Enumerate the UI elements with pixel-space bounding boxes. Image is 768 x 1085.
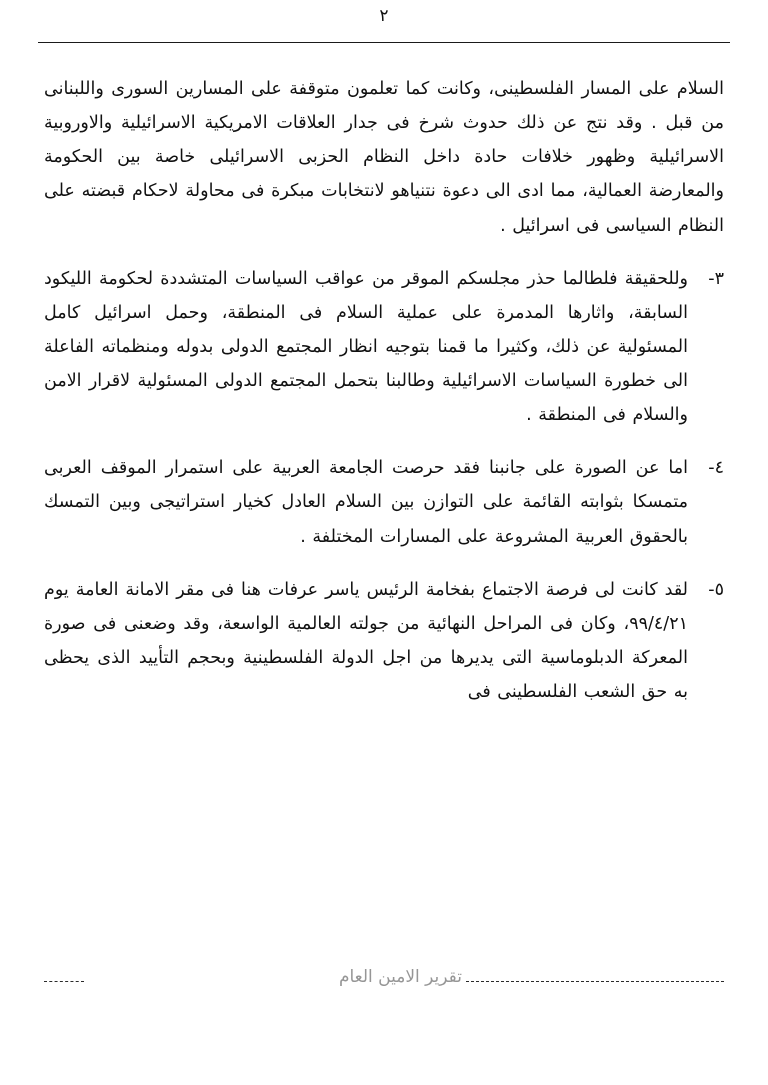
paragraph-text: لقد كانت لى فرصة الاجتماع بفخامة الرئيس ياسر عرفات هنا فى مقر الامانة العامة يوم ٩٩/٤/٢١، وكان فى المراحل النهائية من جولته العالمية الواسعة، وقد وضعنى فى صورة المعركة الدبلوماسية التى يديرها من اجل الدولة الفلسطينية وبحجم التأييد الذى يحظى به حق الشعب الفلسطينى فى	[44, 579, 688, 702]
page-footer	[44, 967, 724, 993]
paragraph-text: وللحقيقة فلطالما حذر مجلسكم الموقر من عواقب السياسات المتشددة لحكومة الليكود السابقة، واثارها المدمرة على عملية السلام فى المنطقة، وحمل اسرائيل كامل المسئولية عن ذلك، وكثيرا ما قمنا بتوجيه انظار المجتمع الدولى بدوله ومنظماته الفاعلة الى خطورة السياسات الاسرائيلية وطالبنا بتحمل المجتمع الدولى المسئولية لاقرار الامن والسلام فى المنطقة .	[44, 268, 688, 426]
paragraph	[44, 72, 724, 243]
paragraph-text: السلام على المسار الفلسطينى، وكانت كما تعلمون متوقفة على المسارين السورى واللبنانى من قبل . وقد نتج عن ذلك حدوث شرخ فى جدار العلاقات الامريكية الاسرائيلية والاوروبية الاسرائيلية وظهور خلافات حادة داخل النظام الحزبى الاسرائيلى خاصة بين الحكومة والمعارضة العمالية، مما ادى الى دعوة نتنياهو لانتخابات مبكرة فى محاولة لاحكام قبضته على النظام السياسى فى اسرائيل .	[44, 79, 724, 236]
paragraph-marker: ٥-	[708, 579, 724, 600]
footer-stamp-text: تقرير الامين العام	[338, 967, 462, 987]
footer-divider-right	[466, 981, 724, 982]
paragraph	[44, 262, 724, 433]
footer-divider-left	[44, 981, 84, 982]
header-divider	[38, 42, 730, 43]
document-body	[44, 72, 724, 728]
paragraph-marker: ٤-	[708, 458, 724, 479]
paragraph-text: اما عن الصورة على جانبنا فقد حرصت الجامعة العربية على استمرار الموقف العربى متمسكا بثوابته القائمة على التوازن بين السلام العادل كخيار استراتيجى وبين التمسك بالحقوق العربية المشروعة على المسارات المختلفة .	[44, 458, 688, 547]
page-number: ٢	[379, 6, 389, 26]
paragraph-marker: ٣-	[708, 268, 724, 289]
paragraph	[44, 573, 724, 710]
paragraph	[44, 451, 724, 553]
